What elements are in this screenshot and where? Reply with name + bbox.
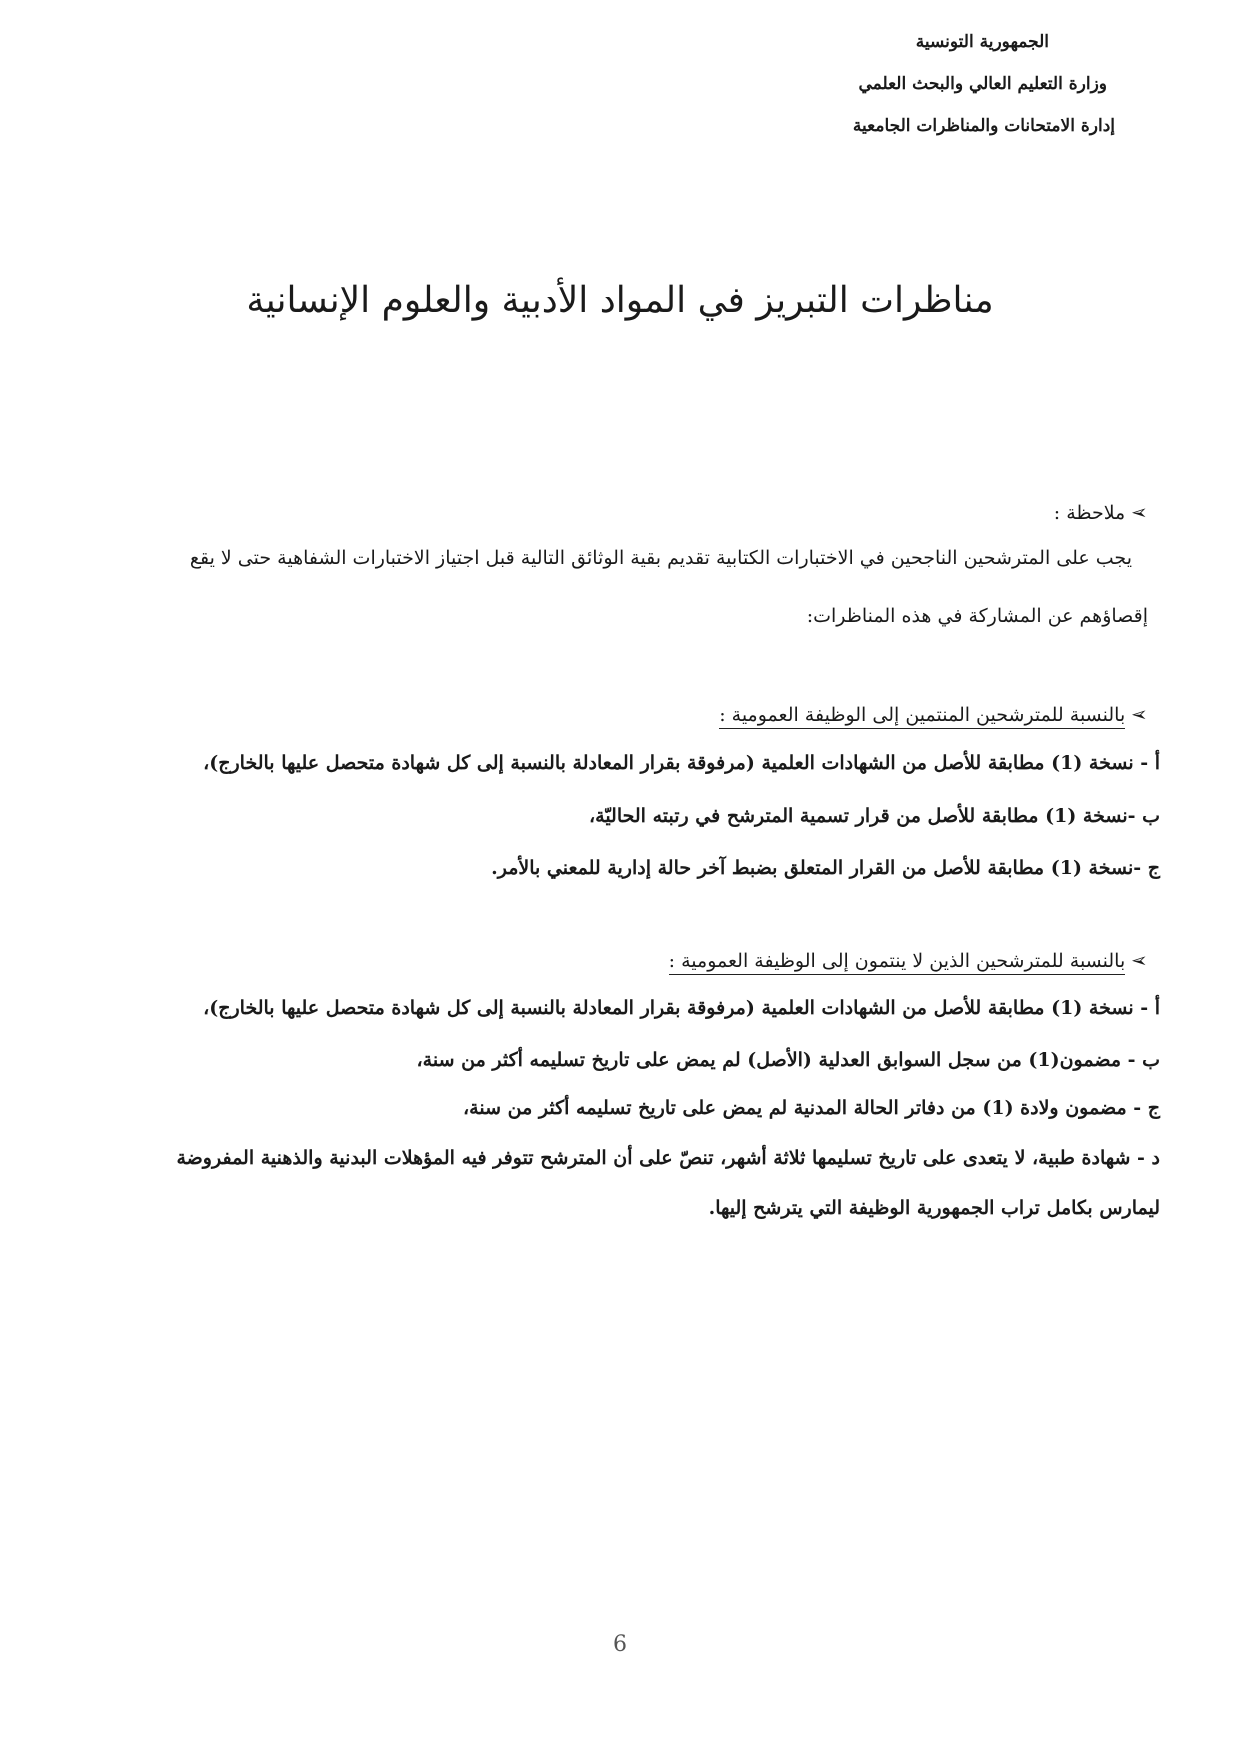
note-text-line-1: يجب على المترشحين الناجحين في الاختبارات الكتابية تقديم بقية الوثائق التالية قبل اجتياز الاختبارات الشفاهية حتى لا يقع (189, 547, 1132, 569)
list-item: ج -نسخة (1) مطابقة للأصل من القرار المتعلق بضبط آخر حالة إدارية للمعني بالأمر. (491, 857, 1160, 879)
list-item: أ - نسخة (1) مطابقة للأصل من الشهادات العلمية (مرفوقة بقرار المعادلة بالنسبة إلى كل شهادة متحصل عليها بالخارج)، (203, 997, 1160, 1019)
list-item: أ - نسخة (1) مطابقة للأصل من الشهادات العلمية (مرفوقة بقرار المعادلة بالنسبة إلى كل شهادة متحصل عليها بالخارج)، (203, 752, 1160, 774)
list-item: ب -نسخة (1) مطابقة للأصل من قرار تسمية المترشح في رتبته الحاليّة، (589, 805, 1160, 827)
letterhead-ministry: وزارة التعليم العالي والبحث العلمي (858, 74, 1107, 94)
list-item: ب - مضمون(1) من سجل السوابق العدلية (الأصل) لم يمض على تاريخ تسليمه أكثر من سنة، (416, 1049, 1160, 1071)
note-text-line-2: إقصاؤهم عن المشاركة في هذه المناظرات: (806, 605, 1148, 627)
letterhead-department: إدارة الامتحانات والمناظرات الجامعية (852, 116, 1115, 136)
page-number: 6 (613, 1632, 627, 1657)
arrow-bullet-icon: ➢ (1131, 948, 1148, 972)
letterhead-republic: الجمهورية التونسية (915, 32, 1049, 52)
section-heading-non-public-servants (669, 948, 1148, 972)
document-title: مناظرات التبريز في المواد الأدبية والعلوم الإنسانية (246, 280, 994, 321)
arrow-bullet-icon: ➢ (1131, 500, 1148, 524)
section-heading-text: بالنسبة للمترشحين الذين لا ينتمون إلى الوظيفة العمومية : (669, 950, 1126, 975)
arrow-bullet-icon: ➢ (1131, 702, 1148, 726)
section-heading-public-servants (719, 702, 1148, 726)
note-heading (1054, 500, 1148, 524)
list-item: ج - مضمون ولادة (1) من دفاتر الحالة المدنية لم يمض على تاريخ تسليمه أكثر من سنة، (463, 1097, 1160, 1119)
section-heading-text: بالنسبة للمترشحين المنتمين إلى الوظيفة العمومية : (719, 704, 1125, 729)
list-item: د - شهادة طبية، لا يتعدى على تاريخ تسليمها ثلاثة أشهر، تنصّ على أن المترشح تتوفر فيه المؤهلات البدنية والذهنية المفروضة (176, 1147, 1160, 1169)
note-label: ملاحظة : (1053, 502, 1126, 524)
list-item-continuation: ليمارس بكامل تراب الجمهورية الوظيفة التي يترشح إليها. (708, 1197, 1160, 1219)
